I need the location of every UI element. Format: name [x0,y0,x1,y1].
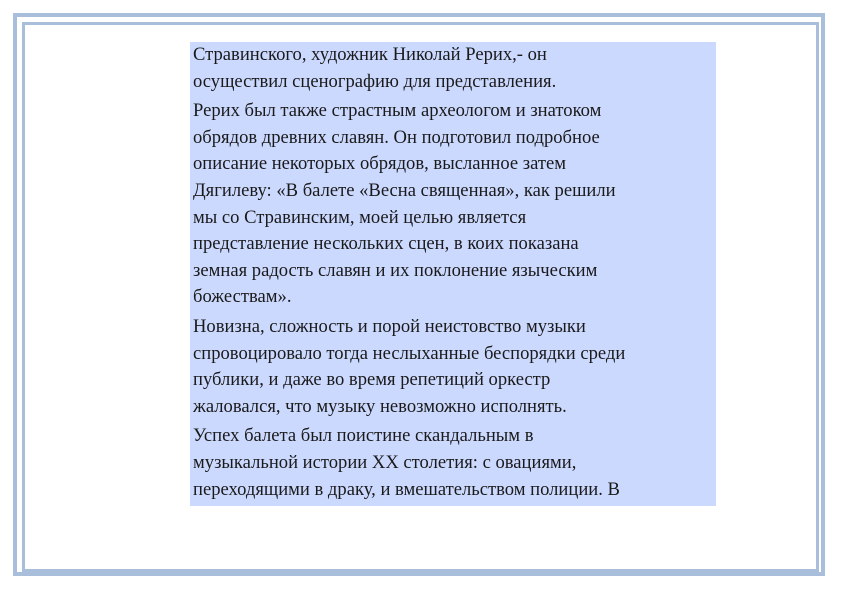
paragraph-2: Рерих был также страстным археологом и знатоком обрядов древних славян. Он подготовил подробное описание некоторых обрядов, высланное затем Дягилеву: «В балете «Весна священная», как решили мы со Стравинским, моей целью является представление нескольких сцен, в коих показана земная радость славян и их поклонение языческим божествам». [193,100,616,308]
paragraph-3: Новизна, сложность и порой неистовство музыки спровоцировало тогда неслыханные беспорядки среди публики, и даже во время репетиций оркестр жаловался, что музыку невозможно исполнять. [193,315,626,417]
text-box [190,42,716,506]
paragraph-1: Стравинского, художник Николай Рерих,- он осуществил сценографию для представления. [193,44,557,92]
paragraph-4: Успех балета был поистине скандальным в музыкальной истории XX столетия: с овациями, переходящими в драку, и вмешательством полиции. В [193,425,620,500]
